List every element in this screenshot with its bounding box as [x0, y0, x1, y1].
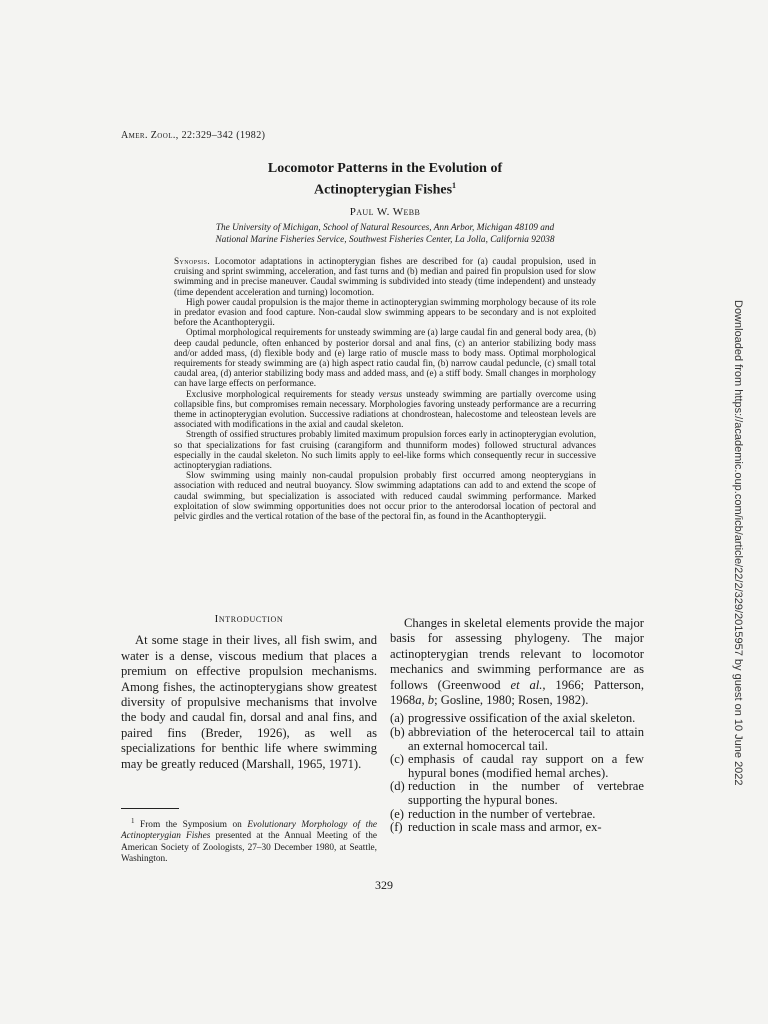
list-item	[390, 726, 644, 753]
title-line-1: Locomotor Patterns in the Evolution of	[267, 161, 503, 176]
synopsis-paragraph-5: Strength of ossified structures probably limited maximum propulsion forces early in actinopterygian evolution, so that specializations for fast cruising (carangiform and thunniform modes) followed structural advances especially in the caudal skeleton. No such limits apply to eel-like forms which consequently recur in successive actinopterygian radiations.	[174, 429, 596, 471]
title-line-2: Actinopterygian Fishes	[313, 182, 453, 198]
synopsis-text-1: Locomotor adaptations in actinopterygian fishes are described for (a) caudal propulsion, used in cruising and sprint swimming, acceleration, and fast turns and (b) median and paired fin propulsion used for slow swimming and in precise maneuver. Caudal swimming is subdivided into steady (time independent) and unsteady (time dependent acceleration and turning) locomotion.	[174, 256, 596, 297]
list-item	[390, 780, 644, 807]
right-column	[390, 616, 644, 835]
footnote-text-a: From the Symposium on	[140, 820, 242, 831]
footnote-text-b: presented at the Annual Meeting of the American Society of Zoologists, 27–30 December 1980, at Seattle, Washington.	[121, 831, 378, 864]
list-item	[390, 712, 644, 726]
phylogeny-text-ab: a, b	[415, 693, 435, 708]
list-item-text: reduction in scale mass and armor, ex-	[408, 820, 602, 835]
list-item-text: emphasis of caudal ray support on a few hypural bones (modified hemal arches).	[408, 752, 644, 780]
list-item	[390, 753, 644, 780]
synopsis-text-4b: unsteady swimming are partially overcome using collapsible fins, but compromises remain necessary. Morphologies favoring unsteady performance are a recurring theme in actinopterygian evolution. Successive radiations at chondrostean, halecostome and teleostean levels are associated with modifications in the axial and caudal skeleton.	[174, 388, 597, 430]
download-watermark: Downloaded from https://academic.oup.com/icb/article/22/2/329/2015957 by guest on 10 June 2022	[732, 300, 744, 786]
phylogeny-et-al: et al.,	[510, 677, 546, 692]
left-column	[121, 612, 377, 772]
list-item	[390, 821, 644, 835]
synopsis-text-4a: Exclusive morphological requirements for steady	[186, 388, 375, 399]
trends-list	[390, 712, 644, 834]
synopsis-paragraph-3: Optimal morphological requirements for unsteady swimming are (a) large caudal fin and general body area, (b) deep caudal peduncle, often enhanced by posterior dorsal and anal fins, (c) an anterior stabilizing body mass and/or added mass, (d) flexible body and (e) large ratio of muscle mass to body mass. Optimal morphological requirements for steady swimming are (a) high aspect ratio caudal fin, (b) narrow caudal peduncle, (c) small total caudal area, (d) anterior stabilizing body mass and added mass, and (e) a stiff body. Small changes in morphology can have large effects on performance.	[174, 327, 596, 389]
list-marker: (a)	[390, 711, 404, 726]
affiliation-line-2: National Marine Fisheries Service, Southwest Fisheries Center, La Jolla, California 92038	[215, 235, 555, 245]
synopsis-paragraph-2: High power caudal propulsion is the major theme in actinopterygian swimming morphology because of its role in predator evasion and food capture. Non-caudal slow swimming appears to be secondary and is not exploited before the Acanthopterygii.	[174, 296, 596, 328]
synopsis	[174, 256, 596, 521]
footnote-paragraph	[121, 816, 377, 865]
list-item-text: reduction in the number of vertebrae supporting the hypural bones.	[408, 779, 644, 807]
paper-title	[150, 160, 620, 199]
list-item-text: progressive ossification of the axial skeleton.	[408, 711, 636, 726]
list-marker: (e)	[390, 806, 404, 821]
list-marker: (b)	[390, 725, 405, 740]
synopsis-paragraph-4	[174, 389, 596, 430]
introduction-heading: Introduction	[214, 613, 284, 625]
phylogeny-text-c: ; Gosline, 1980; Rosen, 1982).	[434, 693, 589, 708]
title-footnote-mark: 1	[452, 181, 457, 190]
phylogeny-text-b: 1966; Patterson, 1968	[390, 677, 644, 708]
footnote-divider	[121, 808, 179, 809]
synopsis-paragraph-1	[174, 256, 596, 297]
synopsis-label: Synopsis.	[174, 256, 211, 266]
affiliation-line-1: The University of Michigan, School of Natural Resources, Ann Arbor, Michigan 48109 and	[215, 223, 555, 233]
list-item-text: abbreviation of the heterocercal tail to attain an external homocercal tail.	[408, 725, 644, 753]
author-name: Paul W. Webb	[349, 206, 421, 218]
introduction-paragraph: At some stage in their lives, all fish swim, and water is a dense, viscous medium that places a premium on effective propulsion mechanisms. Among fishes, the actinopterygians show greatest diversity of propulsive mechanisms that involve the body and caudal fin, dorsal and anal fins, and paired fins (Breder, 1926), as well as specializations for benthic life where swimming may be greatly reduced (Marshall, 1965, 1971).	[121, 633, 377, 771]
footnote-emphasis: Evolutionary Morphology of the Actinopterygian Fishes	[121, 820, 378, 842]
journal-reference: Amer. Zool., 22:329–342 (1982)	[121, 130, 266, 141]
footnote	[121, 816, 377, 865]
phylogeny-paragraph	[390, 616, 644, 708]
list-marker: (c)	[390, 752, 404, 767]
affiliation	[160, 222, 610, 246]
synopsis-paragraph-6: Slow swimming using mainly non-caudal propulsion probably first occurred among neopterygians in association with reduced and neutral buoyancy. Slow swimming adaptations can add to and extend the scope of caudal swimming, but specialization is associated with reduced caudal swimming performance. Marked exploitation of slow swimming opportunities does not occur prior to the anterodorsal location of pectoral and pelvic girdles and the vertical rotation of the base of the pectoral fin, as found in the Acanthopterygii.	[174, 470, 596, 522]
list-marker: (d)	[390, 779, 405, 794]
synopsis-emphasis-versus: versus	[378, 388, 402, 399]
list-item	[390, 808, 644, 822]
list-item-text: reduction in the number of vertebrae.	[408, 806, 596, 821]
list-marker: (f)	[390, 820, 403, 835]
phylogeny-text-a: Changes in skeletal elements provide the major basis for assessing phylogeny. The major actinopterygian trends relevant to locomotor mechanics and swimming performance are as follows (Greenwood	[390, 616, 644, 692]
page-number: 329	[375, 878, 393, 892]
footnote-mark: 1	[131, 817, 135, 825]
